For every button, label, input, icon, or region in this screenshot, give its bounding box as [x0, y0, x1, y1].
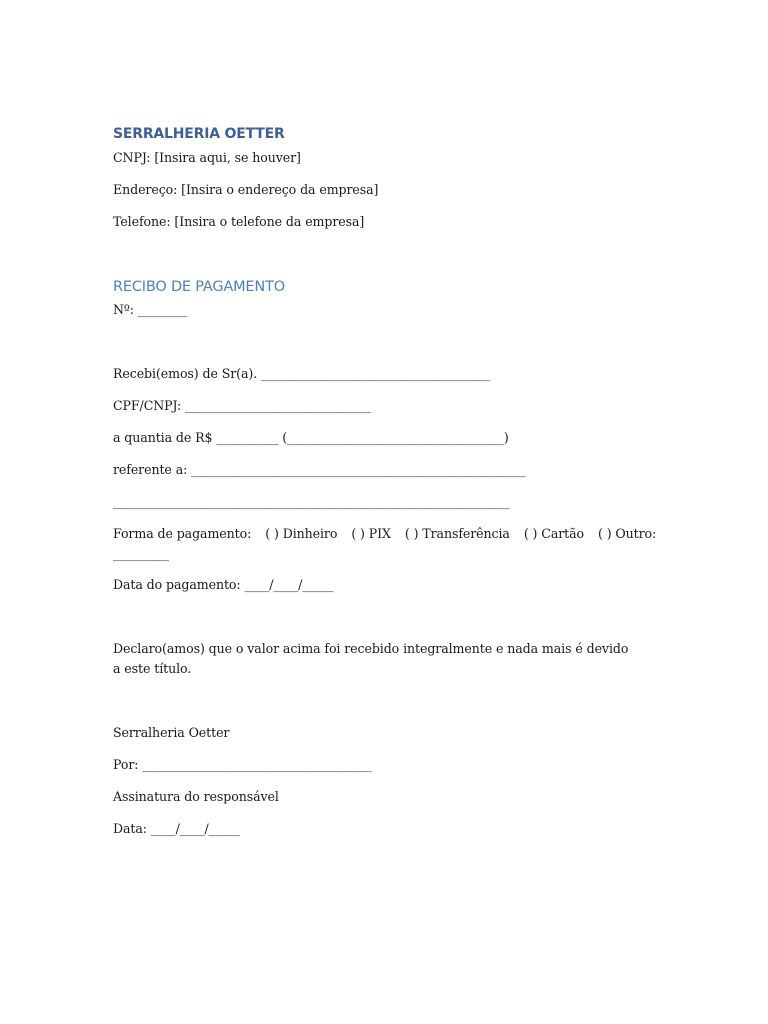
signature-responsible-label: Assinatura do responsável: [113, 789, 279, 804]
receipt-title-heading: RECIBO DE PAGAMENTO: [113, 279, 285, 295]
company-cnpj: CNPJ: [Insira aqui, se houver]: [113, 150, 301, 165]
company-name-heading: SERRALHERIA OETTER: [113, 126, 285, 142]
payment-method-line: [113, 524, 656, 544]
declaration-paragraph: Declaro(amos) que o valor acima foi recebido integralmente e nada mais é devido a este título.: [113, 641, 629, 676]
received-from-line: Recebi(emos) de Sr(a). _____________________________________: [113, 366, 491, 381]
company-phone: Telefone: [Insira o telefone da empresa]: [113, 214, 365, 229]
payment-option-card: ( ) Cartão: [523, 526, 584, 541]
payment-option-transfer: ( ) Transferência: [404, 526, 510, 541]
signature-company-name: Serralheria Oetter: [113, 725, 230, 740]
cpf-cnpj-line: CPF/CNPJ: ______________________________: [113, 398, 371, 413]
document-page: [113, 0, 657, 1024]
payment-option-pix: ( ) PIX: [351, 526, 391, 541]
payment-option-other: ( ) Outro:: [598, 526, 657, 541]
signature-by-line: Por: _____________________________________: [113, 757, 372, 772]
amount-line: a quantia de R$ __________ (___________________________________): [113, 430, 509, 445]
regarding-line: referente a: ______________________________________________________: [113, 462, 526, 477]
payment-option-cash: ( ) Dinheiro: [265, 526, 338, 541]
payment-other-blank: _________: [113, 546, 169, 561]
payment-date-line: Data do pagamento: ____/____/_____: [113, 577, 334, 592]
signature-date-line: Data: ____/____/_____: [113, 821, 240, 836]
regarding-continuation-line: ________________________________________________________________: [113, 494, 510, 509]
payment-method-label: Forma de pagamento:: [113, 526, 252, 541]
receipt-number: Nº: ________: [113, 302, 188, 317]
company-address: Endereço: [Insira o endereço da empresa]: [113, 182, 379, 197]
